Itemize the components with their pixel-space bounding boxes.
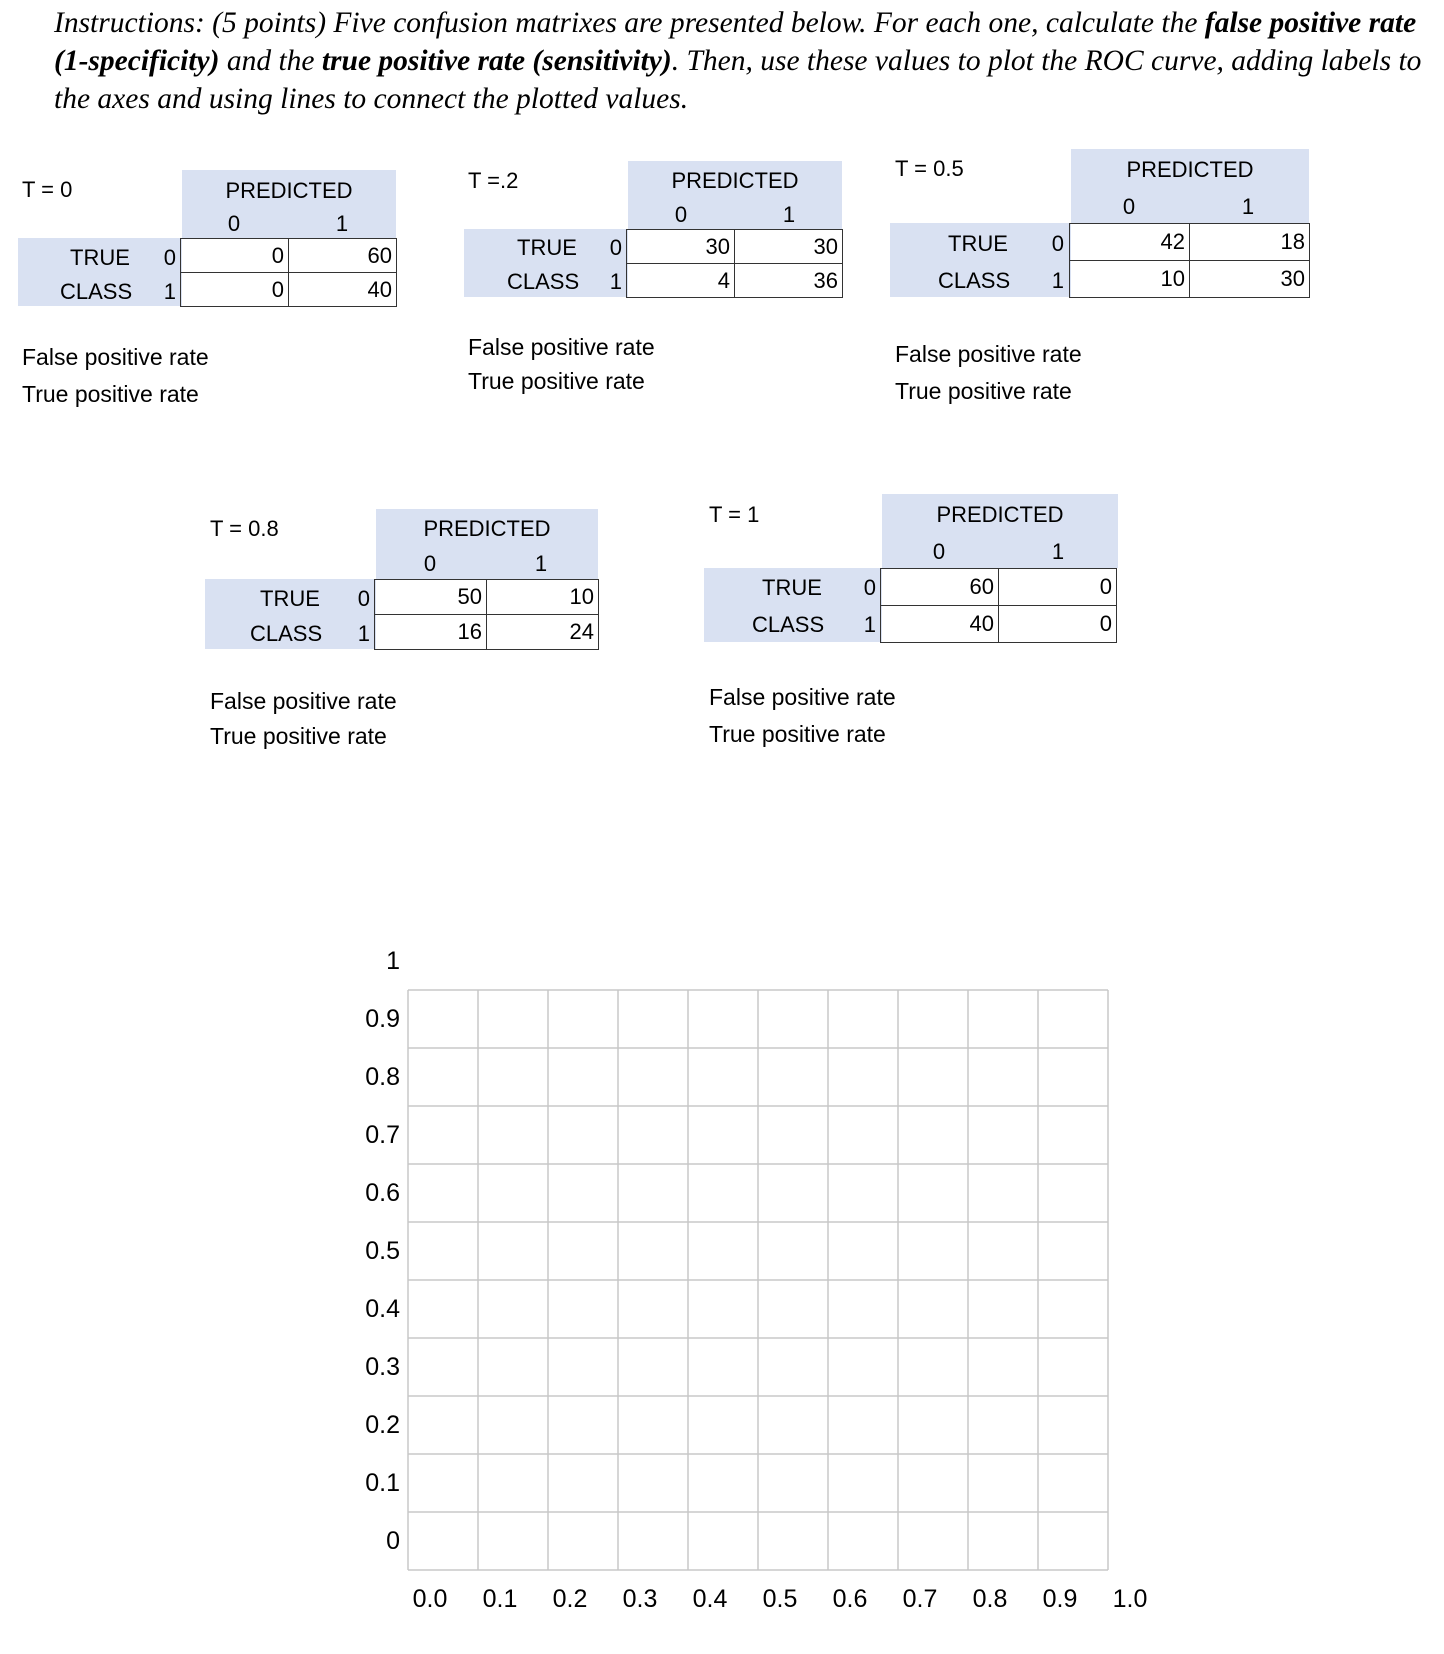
cell-fn: 4 — [627, 264, 735, 298]
fpr-label: False positive rate — [210, 688, 397, 714]
true-label: TRUE — [948, 231, 1008, 256]
matrix-title: T = 1 — [709, 502, 760, 527]
x-tick-label: 0.1 — [482, 1585, 518, 1613]
tpr-label: True positive rate — [709, 721, 886, 747]
row-index-1: 1 — [1051, 268, 1064, 293]
x-tick-label: 0.4 — [692, 1585, 728, 1613]
cell-tn: 0 — [181, 239, 289, 273]
x-tick-label: 0.9 — [1042, 1585, 1078, 1613]
tpr-label: True positive rate — [22, 381, 199, 407]
cell-tn: 60 — [881, 569, 999, 606]
instructions-part3: . Then, use these values to plot the ROC curve, adding labels to the axes and using lines to connect the plotted values. — [54, 45, 1422, 115]
cell-tp: 24 — [487, 615, 599, 650]
cell-fn: 16 — [375, 615, 487, 650]
matrix-title: T = 0 — [22, 177, 73, 202]
cell-tp: 36 — [735, 264, 843, 298]
true-label: TRUE — [260, 586, 320, 611]
fpr-label: False positive rate — [895, 341, 1082, 367]
predicted-col-0: 0 — [227, 211, 241, 236]
row-index-1: 1 — [863, 612, 876, 637]
x-tick-label: 0.5 — [762, 1585, 798, 1613]
cell-fp: 60 — [289, 239, 397, 273]
cell-tp: 30 — [1190, 261, 1310, 298]
y-tick-label: 1 — [386, 947, 400, 975]
x-tick-label: 0.0 — [412, 1585, 448, 1613]
predicted-label: PREDICTED — [936, 502, 1064, 527]
x-tick-label: 0.7 — [902, 1585, 938, 1613]
row-index-1: 1 — [163, 279, 176, 304]
cell-tn: 30 — [627, 230, 735, 264]
matrix-title: T = 0.8 — [210, 516, 279, 541]
tpr-label: True positive rate — [895, 378, 1072, 404]
y-tick-label: 0.6 — [365, 1179, 400, 1207]
cell-fn: 40 — [881, 606, 999, 643]
cell-fn: 0 — [181, 273, 289, 307]
predicted-col-1: 1 — [335, 211, 349, 236]
predicted-col-0: 0 — [423, 551, 437, 576]
true-label: TRUE — [517, 235, 577, 260]
x-tick-label: 0.8 — [972, 1585, 1008, 1613]
predicted-label: PREDICTED — [225, 178, 353, 203]
cell-tn: 42 — [1070, 224, 1190, 261]
fpr-label: False positive rate — [709, 684, 896, 710]
cell-fn: 10 — [1070, 261, 1190, 298]
true-label: TRUE — [762, 575, 822, 600]
x-tick-label: 1.0 — [1112, 1585, 1148, 1613]
y-tick-label: 0.3 — [365, 1353, 400, 1381]
cell-fp: 18 — [1190, 224, 1310, 261]
y-tick-label: 0.2 — [365, 1411, 400, 1439]
y-tick-label: 0.7 — [365, 1121, 400, 1149]
row-index-1: 1 — [609, 269, 622, 294]
fpr-label: False positive rate — [468, 334, 655, 360]
predicted-col-0: 0 — [1122, 194, 1136, 219]
y-tick-label: 0.9 — [365, 1005, 400, 1033]
predicted-col-1: 1 — [1051, 539, 1065, 564]
predicted-col-1: 1 — [534, 551, 548, 576]
cell-tn: 50 — [375, 580, 487, 615]
predicted-label: PREDICTED — [1126, 157, 1254, 182]
row-index-0: 0 — [609, 235, 622, 260]
cell-fp: 30 — [735, 230, 843, 264]
tpr-label: True positive rate — [210, 723, 387, 749]
instructions-part1: Instructions: (5 points) Five confusion matrixes are presented below. For each one, calculate the — [54, 7, 1205, 39]
row-index-0: 0 — [863, 575, 876, 600]
true-label: TRUE — [70, 245, 130, 270]
x-tick-label: 0.6 — [832, 1585, 868, 1613]
y-tick-label: 0.1 — [365, 1469, 400, 1497]
class-label: CLASS — [938, 268, 1011, 293]
row-index-0: 0 — [1051, 231, 1064, 256]
class-label: CLASS — [507, 269, 580, 294]
predicted-col-1: 1 — [1241, 194, 1255, 219]
predicted-col-0: 0 — [674, 202, 688, 227]
instructions-bold-fpr: false positive rate (1-specificity) — [54, 7, 1417, 77]
matrix-title: T = 0.5 — [895, 156, 964, 181]
row-index-1: 1 — [357, 621, 370, 646]
row-index-0: 0 — [163, 245, 176, 270]
class-label: CLASS — [752, 612, 825, 637]
instructions-part2: and the — [219, 45, 322, 77]
cell-fp: 10 — [487, 580, 599, 615]
x-tick-label: 0.3 — [622, 1585, 658, 1613]
row-index-0: 0 — [357, 586, 370, 611]
class-label: CLASS — [250, 621, 323, 646]
cell-tp: 0 — [999, 606, 1117, 643]
y-tick-label: 0.4 — [365, 1295, 400, 1323]
tpr-label: True positive rate — [468, 368, 645, 394]
y-tick-label: 0 — [386, 1527, 400, 1555]
x-tick-label: 0.2 — [552, 1585, 588, 1613]
predicted-label: PREDICTED — [671, 168, 799, 193]
fpr-label: False positive rate — [22, 344, 209, 370]
instructions-bold-tpr: true positive rate (sensitivity) — [321, 45, 672, 77]
predicted-label: PREDICTED — [423, 516, 551, 541]
y-tick-label: 0.8 — [365, 1063, 400, 1091]
class-label: CLASS — [60, 279, 133, 304]
cell-fp: 0 — [999, 569, 1117, 606]
matrix-title: T =.2 — [468, 168, 519, 193]
cell-tp: 40 — [289, 273, 397, 307]
predicted-col-1: 1 — [782, 202, 796, 227]
y-tick-label: 0.5 — [365, 1237, 400, 1265]
predicted-col-0: 0 — [932, 539, 946, 564]
